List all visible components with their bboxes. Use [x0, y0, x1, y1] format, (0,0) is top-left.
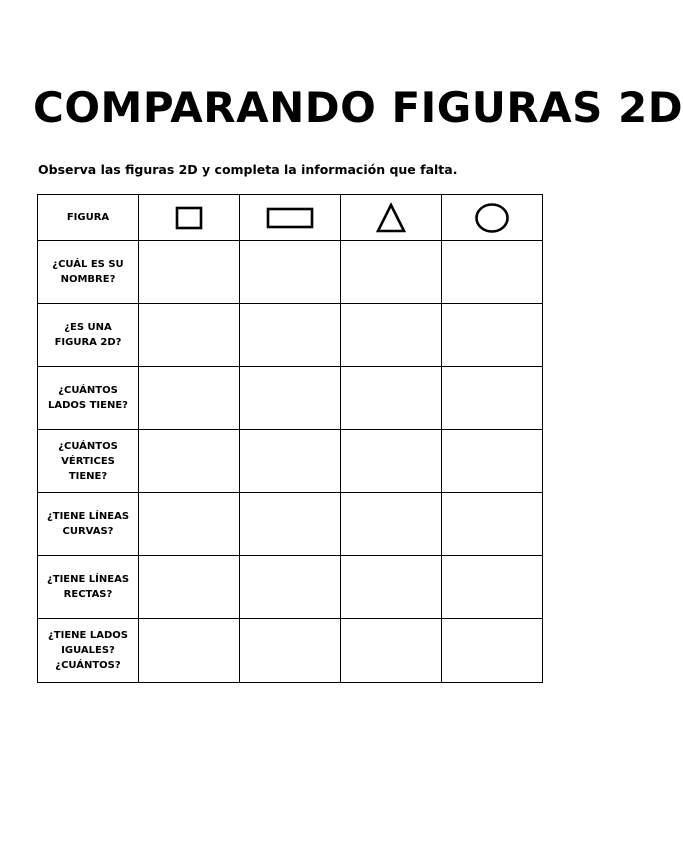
question-label: ¿TIENE LADOS IGUALES? ¿CUÁNTOS?: [48, 630, 128, 671]
answer-cell[interactable]: [442, 556, 543, 619]
answer-cell[interactable]: [240, 367, 341, 430]
answer-cell[interactable]: [139, 367, 240, 430]
answer-cell[interactable]: [442, 619, 543, 683]
question-cell: [38, 430, 139, 493]
answer-cell[interactable]: [139, 493, 240, 556]
answer-cell[interactable]: [341, 619, 442, 683]
question-label: ¿TIENE LÍNEAS RECTAS?: [46, 574, 130, 600]
table-row: [38, 493, 543, 556]
worksheet-table: [37, 194, 543, 683]
table-row: [38, 619, 543, 683]
header-cell-circle: [442, 195, 543, 241]
table-row: [38, 367, 543, 430]
rectangle-icon: [265, 206, 315, 230]
question-label: ¿CUÁNTOS VÉRTICES TIENE?: [58, 440, 118, 482]
question-cell: [38, 367, 139, 430]
answer-cell[interactable]: [442, 241, 543, 304]
answer-cell[interactable]: [240, 304, 341, 367]
question-cell: [38, 493, 139, 556]
question-cell: [38, 556, 139, 619]
answer-cell[interactable]: [240, 241, 341, 304]
circle-icon: [474, 202, 510, 234]
answer-cell[interactable]: [240, 430, 341, 493]
header-label: FIGURA: [66, 212, 110, 223]
table-row: [38, 241, 543, 304]
question-cell: [38, 304, 139, 367]
header-cell-rectangle: [240, 195, 341, 241]
question-label: ¿ES UNA FIGURA 2D?: [54, 322, 122, 348]
answer-cell[interactable]: [139, 430, 240, 493]
question-cell: [38, 241, 139, 304]
answer-cell[interactable]: [341, 367, 442, 430]
answer-cell[interactable]: [341, 556, 442, 619]
answer-cell[interactable]: [240, 493, 341, 556]
answer-cell[interactable]: [341, 304, 442, 367]
question-label: ¿CUÁNTOS LADOS TIENE?: [48, 385, 128, 411]
table-row: [38, 304, 543, 367]
table-row: [38, 556, 543, 619]
answer-cell[interactable]: [139, 304, 240, 367]
header-cell-triangle: [341, 195, 442, 241]
question-cell: [38, 619, 139, 683]
answer-cell[interactable]: [442, 367, 543, 430]
answer-cell[interactable]: [442, 493, 543, 556]
header-cell-figura: [38, 195, 139, 241]
answer-cell[interactable]: [442, 304, 543, 367]
answer-cell[interactable]: [341, 241, 442, 304]
answer-cell[interactable]: [240, 556, 341, 619]
page-title: COMPARANDO FIGURAS 2D: [33, 83, 683, 132]
instructions-text: Observa las figuras 2D y completa la información que falta.: [38, 162, 458, 177]
answer-cell[interactable]: [139, 241, 240, 304]
answer-cell[interactable]: [341, 493, 442, 556]
answer-cell[interactable]: [341, 430, 442, 493]
answer-cell[interactable]: [240, 619, 341, 683]
question-label: ¿CUÁL ES SU NOMBRE?: [52, 259, 124, 285]
table-row: [38, 430, 543, 493]
answer-cell[interactable]: [442, 430, 543, 493]
triangle-icon: [375, 202, 407, 234]
answer-cell[interactable]: [139, 619, 240, 683]
square-icon: [174, 205, 204, 231]
header-row: [38, 195, 543, 241]
answer-cell[interactable]: [139, 556, 240, 619]
question-label: ¿TIENE LÍNEAS CURVAS?: [46, 511, 130, 537]
header-cell-square: [139, 195, 240, 241]
